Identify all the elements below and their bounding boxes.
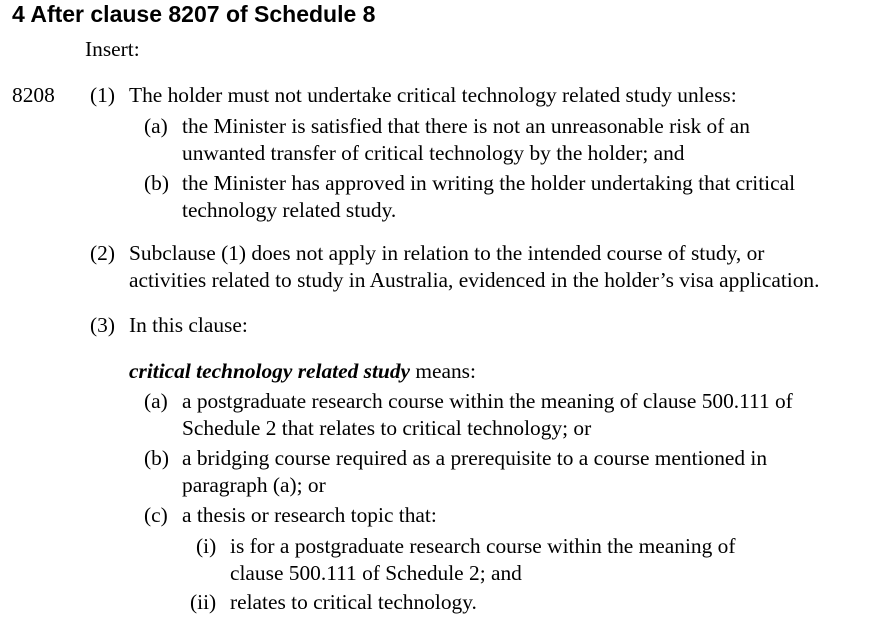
definition-term: critical technology related study: [129, 359, 411, 383]
subclause-3-text: In this clause:: [129, 313, 248, 337]
subparagraph-ii-label: (ii): [190, 590, 217, 614]
paragraph-3c-label: (c): [144, 503, 168, 527]
subclause-2-line-1: Subclause (1) does not apply in relation to the intended course of study, or: [129, 241, 765, 265]
subclause-2-line-2: activities related to study in Australia, evidenced in the holder’s visa application.: [129, 268, 820, 292]
paragraph-1a-label: (a): [144, 114, 168, 138]
definition-line: [129, 358, 476, 385]
subclause-3-number: (3): [90, 313, 115, 337]
paragraph-3c-line-1: a thesis or research topic that:: [182, 503, 437, 527]
paragraph-3b-line-1: a bridging course required as a prerequisite to a course mentioned in: [182, 446, 768, 470]
paragraph-1b-line-1: the Minister has approved in writing the holder undertaking that critical: [182, 171, 796, 195]
amendment-heading: 4 After clause 8207 of Schedule 8: [12, 1, 376, 27]
subparagraph-i-label: (i): [196, 534, 217, 558]
paragraph-1a-line-2: unwanted transfer of critical technology by the holder; and: [182, 141, 685, 165]
paragraph-3a-label: (a): [144, 389, 168, 413]
subparagraph-ii-line-1: relates to critical technology.: [230, 590, 477, 614]
subclause-1-text: The holder must not undertake critical technology related study unless:: [129, 83, 737, 107]
paragraph-1b-line-2: technology related study.: [182, 198, 397, 222]
paragraph-3b-label: (b): [144, 446, 169, 470]
definition-means: means:: [410, 359, 476, 383]
clause-number: 8208: [12, 83, 55, 107]
subclause-2-number: (2): [90, 241, 115, 265]
subclause-1-number: (1): [90, 83, 115, 107]
paragraph-3a-line-1: a postgraduate research course within the meaning of clause 500.111 of: [182, 389, 793, 413]
paragraph-3a-line-2: Schedule 2 that relates to critical technology; or: [182, 416, 592, 440]
paragraph-1b-label: (b): [144, 171, 169, 195]
paragraph-1a-line-1: the Minister is satisfied that there is not an unreasonable risk of an: [182, 114, 750, 138]
subparagraph-i-line-2: clause 500.111 of Schedule 2; and: [230, 561, 522, 585]
instruction-text: Insert:: [85, 37, 140, 61]
subparagraph-i-line-1: is for a postgraduate research course within the meaning of: [230, 534, 736, 558]
paragraph-3b-line-2: paragraph (a); or: [182, 473, 326, 497]
